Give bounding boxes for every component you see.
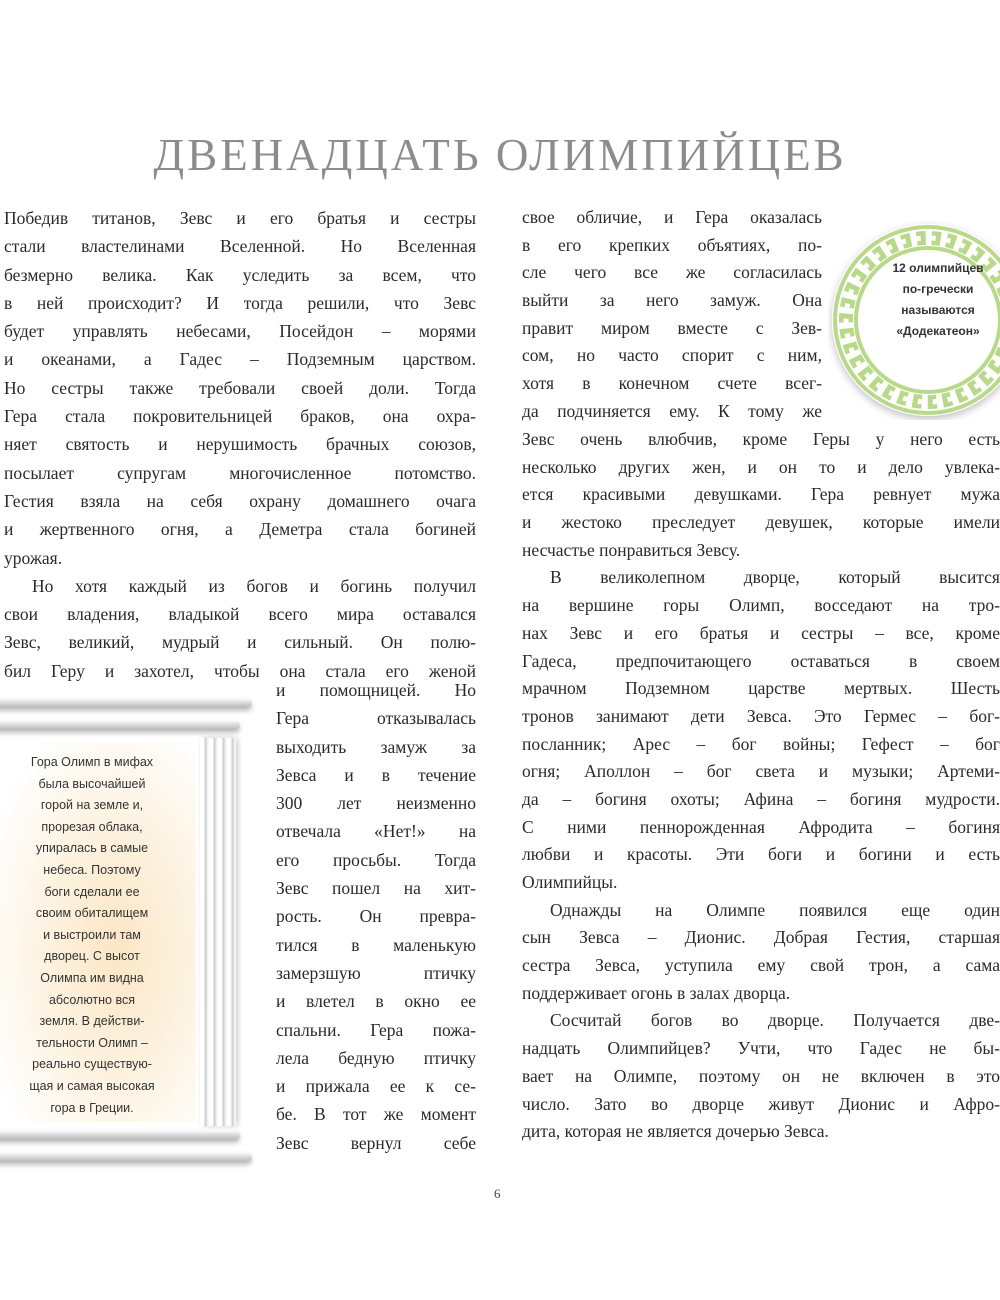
cornice-top-lower-icon <box>0 720 240 730</box>
text-line: тился в маленькую <box>276 934 476 955</box>
text-line: гора в Греции. <box>50 1100 134 1115</box>
text-line: любви и красоты. Эти боги и богини и есть <box>522 844 1000 865</box>
text-line: посланник; Арес – бог войны; Гефест – бог <box>522 733 1000 754</box>
text-line: сом, но часто спорит с ним, <box>522 345 822 366</box>
text-line: бил Геру и захотел, чтобы она стала его женой <box>4 660 476 681</box>
text-line: тельности Олимп – <box>36 1035 148 1050</box>
text-line: да подчиняется ему. К тому же <box>522 400 822 421</box>
text-line: сестра Зевса, уступила ему свой трон, а сама <box>522 955 1000 976</box>
text-line: и влетел в окно ее <box>276 991 476 1012</box>
text-line: правит миром вместе с Зев- <box>522 317 822 338</box>
text-line: и помощницей. Но <box>276 680 476 700</box>
text-line: отвечала «Нет!» на <box>276 821 476 842</box>
medallion-text <box>868 258 1000 342</box>
text-line: Победив титанов, Зевс и его братья и сестры <box>4 208 476 228</box>
text-line: в ней происходит? И тогда решили, что Зевс <box>4 292 476 313</box>
text-line: несчастье понравиться Зевсу. <box>522 539 741 560</box>
page-title: ДВЕНАДЦАТЬ ОЛИМПИЙЦЕВ <box>153 129 847 180</box>
text-line: поддерживает огонь в залах дворца. <box>522 982 791 1003</box>
text-line: Зевс пошел на хит- <box>276 878 476 899</box>
text-line: мрачном Подземном царстве мертвых. Шесть <box>522 678 1000 699</box>
text-line: дворец. С высот <box>44 949 140 964</box>
text-line: няет святость и нерушимость брачных союзов, <box>4 434 476 455</box>
text-line: стали властелинами Вселенной. Но Вселенная <box>4 236 476 257</box>
text-line: Однажды на Олимпе появился еще один <box>550 899 1000 920</box>
text-line: вает на Олимпе, поэтому он не включен в это <box>522 1065 1000 1086</box>
text-line: В великолепном дворце, который высится <box>550 567 1000 588</box>
text-line: Гадеса, предпочитающего оставаться в своем <box>522 650 1000 671</box>
text-line: абсолютно вся <box>48 992 135 1007</box>
text-line: сле чего все же согласилась <box>522 262 822 283</box>
text-line: посылает супругам многочисленное потомство. <box>4 462 476 483</box>
text-line: урожая. <box>4 547 63 568</box>
text-line: горой на земле и, <box>40 798 144 813</box>
text-line: и жестоко преследует девушек, которые имели <box>522 512 1000 533</box>
text-line: безмерно велика. Как уследить за всем, что <box>4 264 476 285</box>
text-line: в его крепких объятиях, по- <box>522 234 822 255</box>
right-narrow-column-text <box>522 204 822 426</box>
text-line: спальни. Гера пожа- <box>276 1019 476 1040</box>
text-line: хотя в конечном счете всег- <box>522 373 822 394</box>
text-line: дита, которая не является дочерью Зевса. <box>522 1121 829 1142</box>
text-line: реально существую- <box>32 1057 152 1072</box>
text-line: свое обличие, и Гера оказалась <box>522 207 822 227</box>
text-line: замерзшую птичку <box>276 962 476 983</box>
text-line: и прижала ее к се- <box>276 1076 476 1097</box>
sidebar-text <box>0 752 184 1119</box>
text-line: будет управлять небесами, Посейдон – морями <box>4 321 476 342</box>
text-line: 12 олимпийцев <box>892 261 984 275</box>
text-line: Сосчитай богов во дворце. Получается две- <box>550 1010 1000 1031</box>
left-narrow-column-text <box>276 676 476 1157</box>
text-line: Зевса и в течение <box>276 764 476 785</box>
text-line: Но сестры также требовали своей доли. Тогда <box>4 377 476 398</box>
text-line: Гора Олимп в мифах <box>30 755 154 769</box>
text-line: надцать Олимпийцев? Учти, что Гадес не бы- <box>522 1038 1000 1059</box>
text-line: да – богиня охоты; Афина – богиня мудрости. <box>522 788 1000 809</box>
text-line: тронов занимают дети Зевса. Это Гермес – бог- <box>522 705 1000 726</box>
text-line: Олимпийцы. <box>522 872 618 892</box>
text-line: по-гречески <box>902 282 974 296</box>
text-line: на вершине горы Олимп, восседают на тро- <box>522 595 1000 616</box>
right-column-text <box>522 426 1000 1146</box>
text-line: число. Зато во дворце живут Дионис и Афро- <box>522 1093 1000 1114</box>
text-line: прорезая облака, <box>41 819 143 834</box>
text-line: С ними пеннорожденная Афродита – богиня <box>522 816 1000 837</box>
text-line: нах Зевс и его братья и сестры – все, кроме <box>522 622 1000 643</box>
text-line: называются <box>901 303 975 317</box>
text-line: земля. В действи- <box>39 1014 145 1029</box>
text-line: упиралась в самые <box>35 841 149 856</box>
text-line: небеса. Поэтому <box>43 862 141 877</box>
column-pillar-icon <box>200 738 236 1126</box>
text-line: 300 лет неизменно <box>276 793 476 814</box>
text-line: бе. В тот же момент <box>276 1104 476 1125</box>
text-line: и жертвенного огня, а Деметра стала богиней <box>4 519 476 540</box>
text-line: Олимпа им видна <box>40 970 144 985</box>
cornice-bottom-icon <box>0 1130 240 1140</box>
text-line: рость. Он превра- <box>276 906 476 927</box>
text-line: огня; Аполлон – бог света и музыки; Артеми- <box>522 761 1000 782</box>
text-line: Гера стала покровительницей браков, она охра- <box>4 406 476 427</box>
text-line: Зевс очень влюбчив, кроме Геры у него есть <box>522 429 1000 449</box>
text-line: выходить замуж за <box>276 736 476 757</box>
text-line: и выстроили там <box>43 927 141 942</box>
cornice-top-icon <box>0 698 252 708</box>
text-line: Зевс, великий, мудрый и сильный. Он полю- <box>4 632 476 653</box>
text-line: Гера отказывалась <box>276 708 476 729</box>
text-line: его просьбы. Тогда <box>276 849 476 870</box>
page-number: 6 <box>494 1186 501 1201</box>
text-line: Зевс вернул себе <box>276 1132 476 1153</box>
text-line: «Додекатеон» <box>896 324 980 338</box>
text-line: ется красивыми девушками. Гера ревнует мужа <box>522 484 1000 505</box>
text-line: и океанами, а Гадес – Подземным царством. <box>4 349 476 370</box>
text-line: боги сделали ее <box>44 884 140 899</box>
text-line: сын Зевса – Дионис. Добрая Гестия, старшая <box>522 927 1000 948</box>
text-line: выйти за него замуж. Она <box>522 290 822 311</box>
text-line: щая и самая высокая <box>29 1078 155 1093</box>
cornice-bottom-lower-icon <box>0 1152 252 1162</box>
text-line: несколько других жен, и он то и дело увлека- <box>522 456 1000 477</box>
text-line: свои владения, владыкой всего мира оставался <box>4 604 476 625</box>
text-line: была высочайшей <box>38 776 146 791</box>
left-column-text <box>4 204 476 685</box>
olympus-sidebar-box <box>0 690 258 1170</box>
text-line: лела бедную птичку <box>276 1047 476 1068</box>
text-line: Но хотя каждый из богов и богинь получил <box>32 575 476 596</box>
text-line: своим обиталищем <box>35 906 149 921</box>
text-line: Гестия взяла на себя охрану домашнего очага <box>4 490 476 511</box>
